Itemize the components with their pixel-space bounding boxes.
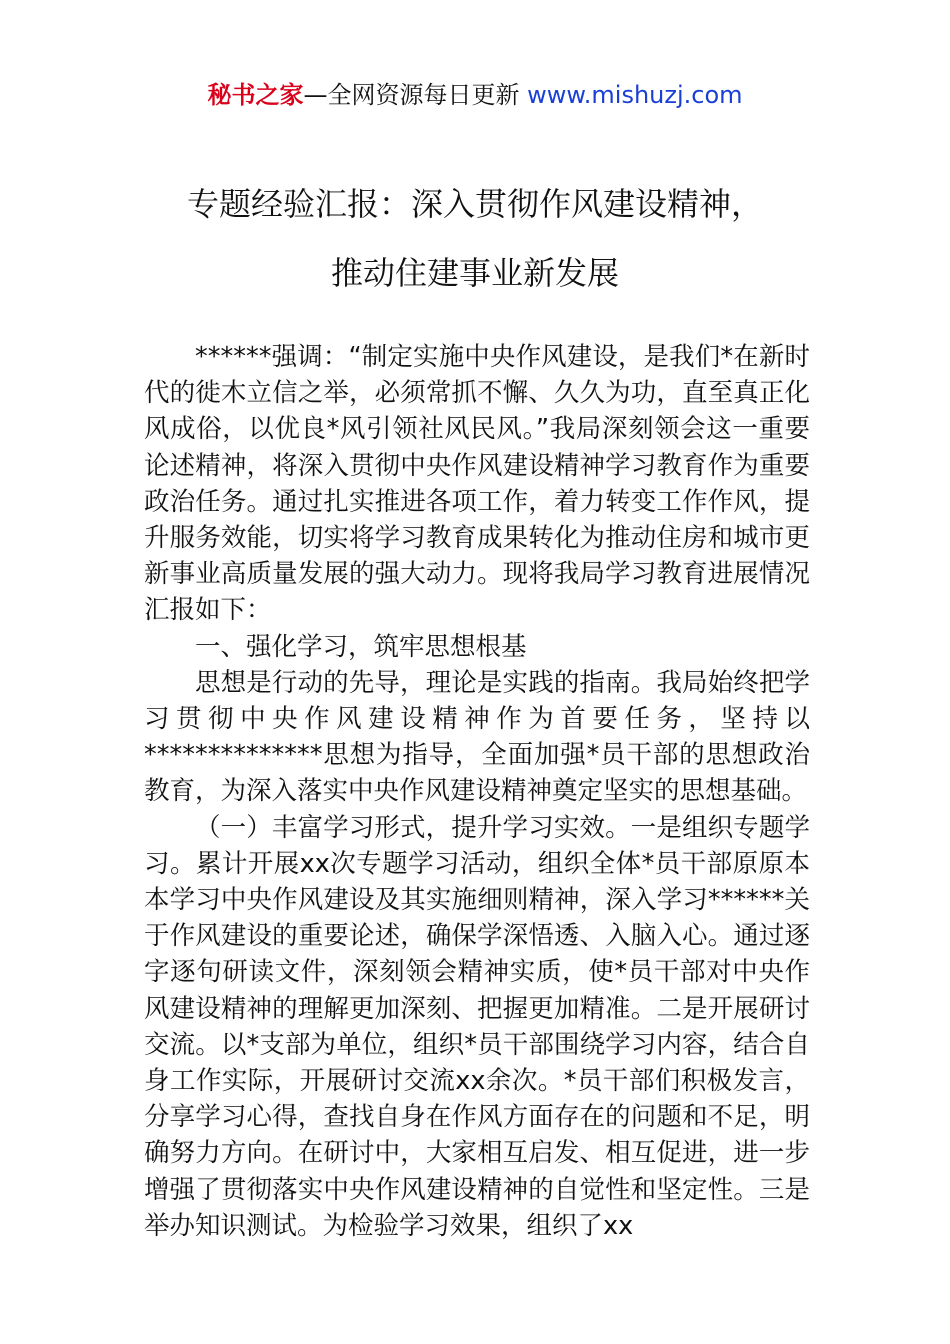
document-title-line-2: 推动住建事业新发展 [330, 254, 619, 292]
document-title-line-1: 专题经验汇报：深入贯彻作风建设精神， [186, 185, 763, 223]
site-slogan: —全网资源每日更新 [303, 81, 528, 109]
section-heading-1: 一、强化学习，筑牢思想根基 [195, 631, 527, 662]
site-url-link[interactable]: www.mishuzj.com [527, 81, 743, 109]
document-body [144, 339, 810, 1244]
paragraph-intro: ******强调：“制定实施中央作风建设，是我们*在新时代的徙木立信之举，必须常抓不懈、久久为功，直至真正化风成俗，以优良*风引领社风民风。”我局深刻领会这一重要论述精神，将深入贯彻中央作风建设精神学习教育作为重要政治任务。通过扎实推进各项工作，着力转变工作作风，提升服务效能，切实将学习教育成果转化为推动住房和城市更新事业高质量发展的强大动力。现将我局学习教育进展情况汇报如下： [144, 342, 810, 626]
site-header [0, 78, 950, 112]
paragraph-subsection-1: （一）丰富学习形式，提升学习实效。一是组织专题学习。累计开展xx次专题学习活动，组织全体*员干部原原本本学习中央作风建设及其实施细则精神，深入学习******关于作风建设的重要论述，确保学深悟透、入脑入心。通过逐字逐句研读文件，深刻领会精神实质，使*员干部对中央作风建设精神的理解更加深刻、把握更加精准。二是开展研讨交流。以*支部为单位，组织*员干部围绕学习内容，结合自身工作实际，开展研讨交流xx余次。*员干部们积极发言，分享学习心得，查找自身在作风方面存在的问题和不足，明确努力方向。在研讨中，大家相互启发、相互促进，进一步增强了贯彻落实中央作风建设精神的自觉性和坚定性。三是举办知识测试。为检验学习效果，组织了xx [144, 812, 810, 1241]
paragraph-section-1: 思想是行动的先导，理论是实践的指南。我局始终把学习贯彻中央作风建设精神作为首要任务，坚持以**************思想为指导，全面加强*员干部的思想政治教育，为深入落实中央作风建设精神奠定坚实的思想基础。 [144, 667, 810, 807]
site-brand: 秘书之家 [207, 81, 304, 109]
